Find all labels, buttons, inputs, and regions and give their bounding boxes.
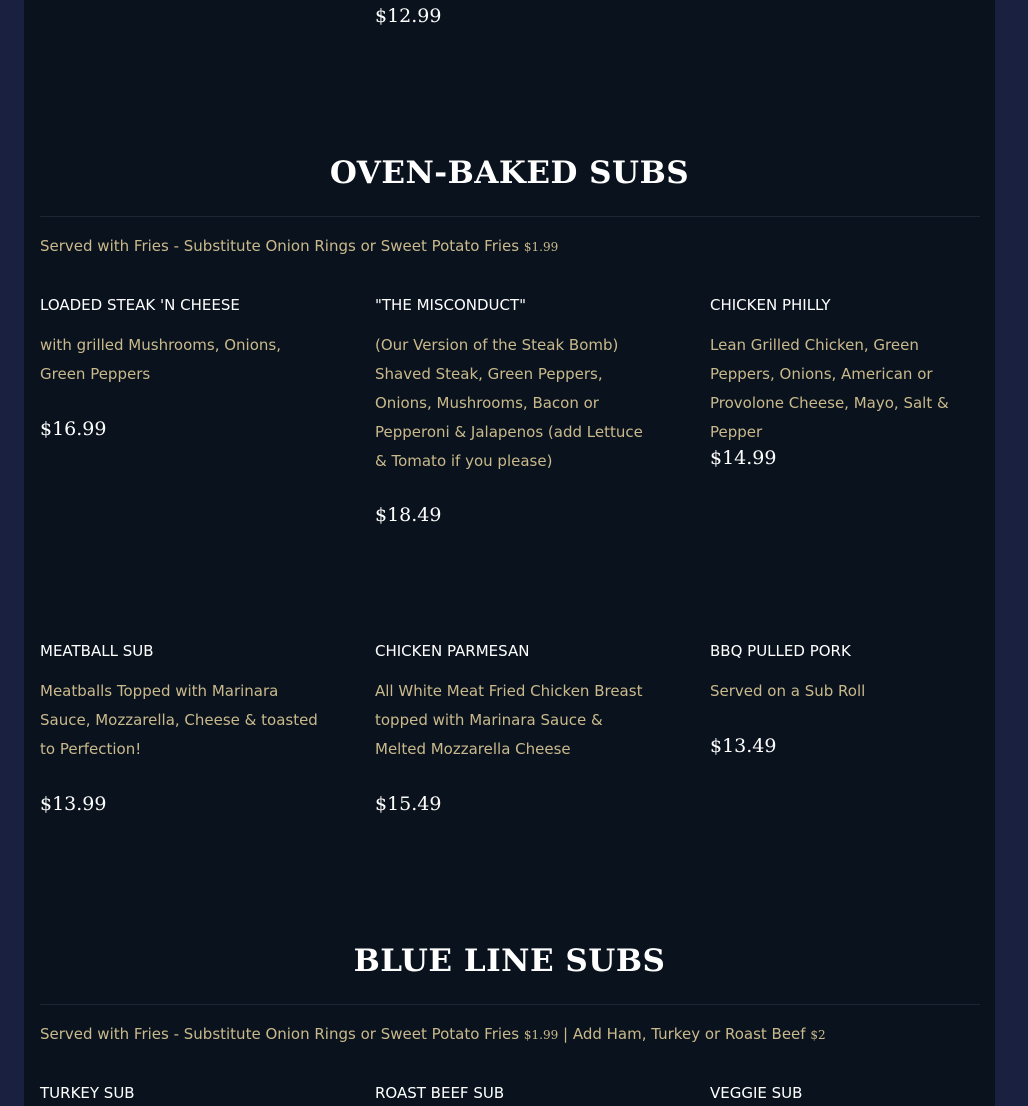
item-price: $15.49 [375, 793, 442, 815]
item-name: BBQ PULLED PORK [710, 642, 851, 660]
section-divider [40, 1004, 980, 1005]
item-name: VEGGIE SUB [710, 1084, 803, 1102]
item-name: MEATBALL SUB [40, 642, 154, 660]
item-price: $18.49 [375, 504, 442, 526]
section-note-text: Served with Fries - Substitute Onion Rings or Sweet Potato Fries [40, 237, 524, 255]
section-note [40, 237, 558, 255]
item-name: TURKEY SUB [40, 1084, 135, 1102]
item-name: LOADED STEAK 'N CHEESE [40, 296, 240, 314]
item-name: ROAST BEEF SUB [375, 1084, 505, 1102]
section-note [40, 1025, 826, 1043]
item-description: (Our Version of the Steak Bomb) Shaved Steak, Green Peppers, Onions, Mushrooms, Bacon or Pepperoni & Jalapenos (add Lettuce & Tomato if you please) [375, 336, 643, 470]
item-name: "THE MISCONDUCT" [375, 296, 527, 314]
section-note-price: $1.99 [523, 1028, 559, 1042]
item-price: $12.99 [375, 5, 442, 27]
section-note-extra-text: | Add Ham, Turkey or Roast Beef [558, 1025, 811, 1043]
item-price: $16.99 [40, 418, 107, 440]
item-price: $13.49 [710, 735, 777, 757]
item-description: Meatballs Topped with Marinara Sauce, Mozzarella, Cheese & toasted to Perfection! [40, 682, 318, 758]
section-note-extra-price: $2 [810, 1028, 826, 1042]
menu-item [710, 296, 980, 447]
section-title-blue-line-subs: BLUE LINE SUBS [353, 943, 666, 979]
section-note-text: Served with Fries - Substitute Onion Rings or Sweet Potato Fries [40, 1025, 524, 1043]
section-title-oven-baked-subs: OVEN-BAKED SUBS [329, 155, 690, 191]
menu-item [375, 296, 650, 476]
item-price: $13.99 [40, 793, 107, 815]
item-description: Lean Grilled Chicken, Green Peppers, Onions, American or Provolone Cheese, Mayo, Salt & Pepper [710, 336, 949, 441]
menu-item [40, 642, 320, 764]
menu-item [710, 642, 980, 706]
section-divider [40, 216, 980, 217]
menu-page [24, 0, 995, 1106]
menu-item [40, 296, 320, 389]
section-note-price: $1.99 [523, 240, 559, 254]
item-name: CHICKEN PHILLY [710, 296, 831, 314]
item-name: CHICKEN PARMESAN [375, 642, 530, 660]
item-description: with grilled Mushrooms, Onions, Green Peppers [40, 336, 281, 383]
menu-item [375, 642, 650, 764]
item-description: All White Meat Fried Chicken Breast topped with Marinara Sauce & Melted Mozzarella Cheese [375, 682, 643, 758]
item-price: $14.99 [710, 447, 777, 469]
item-description: Served on a Sub Roll [710, 682, 866, 700]
